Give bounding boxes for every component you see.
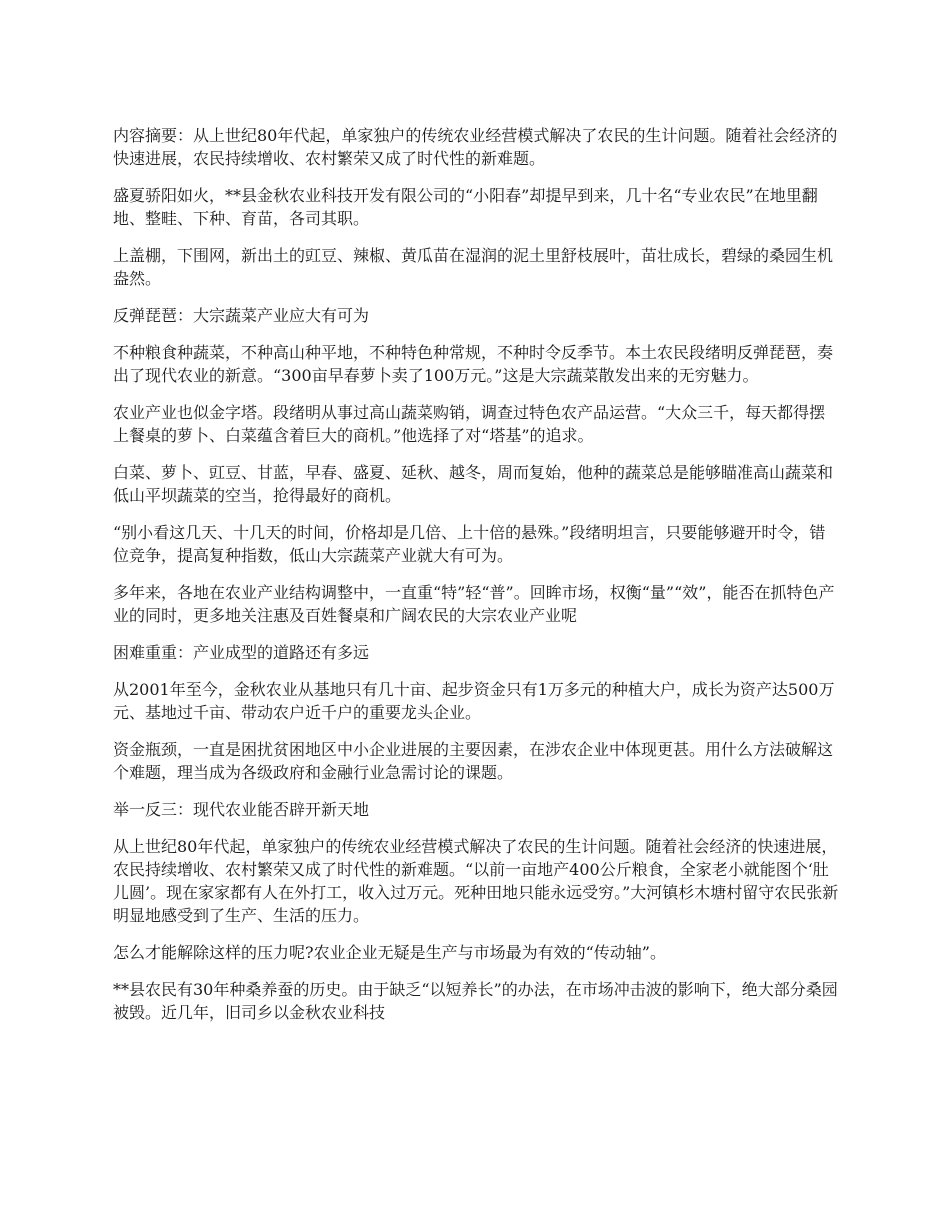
paragraph: 上盖棚，下围网，新出土的豇豆、辣椒、黄瓜苗在湿润的泥土里舒枝展叶，苗壮成长，碧绿的桑园生机盎然。 [113,246,834,288]
paragraph: 从2001年至今，金秋农业从基地只有几十亩、起步资金只有1万多元的种植大户，成长为资产达500万元、基地过千亩、带动农户近千户的重要龙头企业。 [113,680,835,722]
paragraph: 怎么才能解除这样的压力呢?农业企业无疑是生产与市场最为有效的“传动轴”。 [113,943,666,962]
section-heading: 反弹琵琶：大宗蔬菜产业应大有可为 [113,306,370,325]
paragraph: 农业产业也似金字塔。段绪明从事过高山蔬菜购销，调查过特色农产品运营。“大众三千，每天都得摆上餐桌的萝卜、白菜蕴含着巨大的商机。”他选择了对“塔基”的追求。 [113,403,826,445]
paragraph: 资金瓶颈，一直是困扰贫困地区中小企业进展的主要因素，在涉农企业中体现更甚。用什么方法破解这个难题，理当成为各级政府和金融行业急需讨论的课题。 [113,740,834,782]
paragraph: 盛夏骄阳如火，**县金秋农业科技开发有限公司的“小阳春”却提早到来，几十名“专业农民”在地里翻地、整畦、下种、育苗，各司其职。 [113,186,818,228]
paragraph: **县农民有30年种桑养蚕的历史。由于缺乏“以短养长”的办法，在市场冲击波的影响下，绝大部分桑园被毁。近几年，旧司乡以金秋农业科技 [113,980,838,1022]
document-body [113,124,839,1038]
section-heading: 困难重重：产业成型的道路还有多远 [113,643,370,662]
paragraph-abstract: 内容摘要：从上世纪80年代起，单家独户的传统农业经营模式解决了农民的生计问题。随着社会经济的快速进展，农民持续增收、农村繁荣又成了时代性的新难题。 [113,126,838,168]
section-heading: 举一反三：现代农业能否辟开新天地 [113,800,370,819]
paragraph: 白菜、萝卜、豇豆、甘蓝，早春、盛夏、延秋、越冬，周而复始，他种的蔬菜总是能够瞄准高山蔬菜和低山平坝蔬菜的空当，抢得最好的商机。 [113,463,834,505]
paragraph: 不种粮食种蔬菜，不种高山种平地，不种特色种常规，不种时令反季节。本土农民段绪明反弹琵琶，奏出了现代农业的新意。“300亩早春萝卜卖了100万元。”这是大宗蔬菜散发出来的无穷魅力。 [113,343,834,385]
paragraph: 从上世纪80年代起，单家独户的传统农业经营模式解决了农民的生计问题。随着社会经济的快速进展，农民持续增收、农村繁荣又成了时代性的新难题。“以前一亩地产400公斤粮食，全家老小就能图个‘肚儿圆’。现在家家都有人在外打工，收入过万元。死种田地只能永远受穷。”大河镇杉木塘村留守农民张新明显地感受到了生产、生活的压力。 [113,837,839,925]
paragraph: “别小看这几天、十几天的时间，价格却是几倍、上十倍的悬殊。”段绪明坦言，只要能够避开时令，错位竞争，提高复种指数，低山大宗蔬菜产业就大有可为。 [113,523,826,565]
paragraph: 多年来，各地在农业产业结构调整中，一直重“特”轻“普”。回眸市场，权衡“量”“效”，能否在抓特色产业的同时，更多地关注惠及百姓餐桌和广阔农民的大宗农业产业呢 [113,583,835,625]
